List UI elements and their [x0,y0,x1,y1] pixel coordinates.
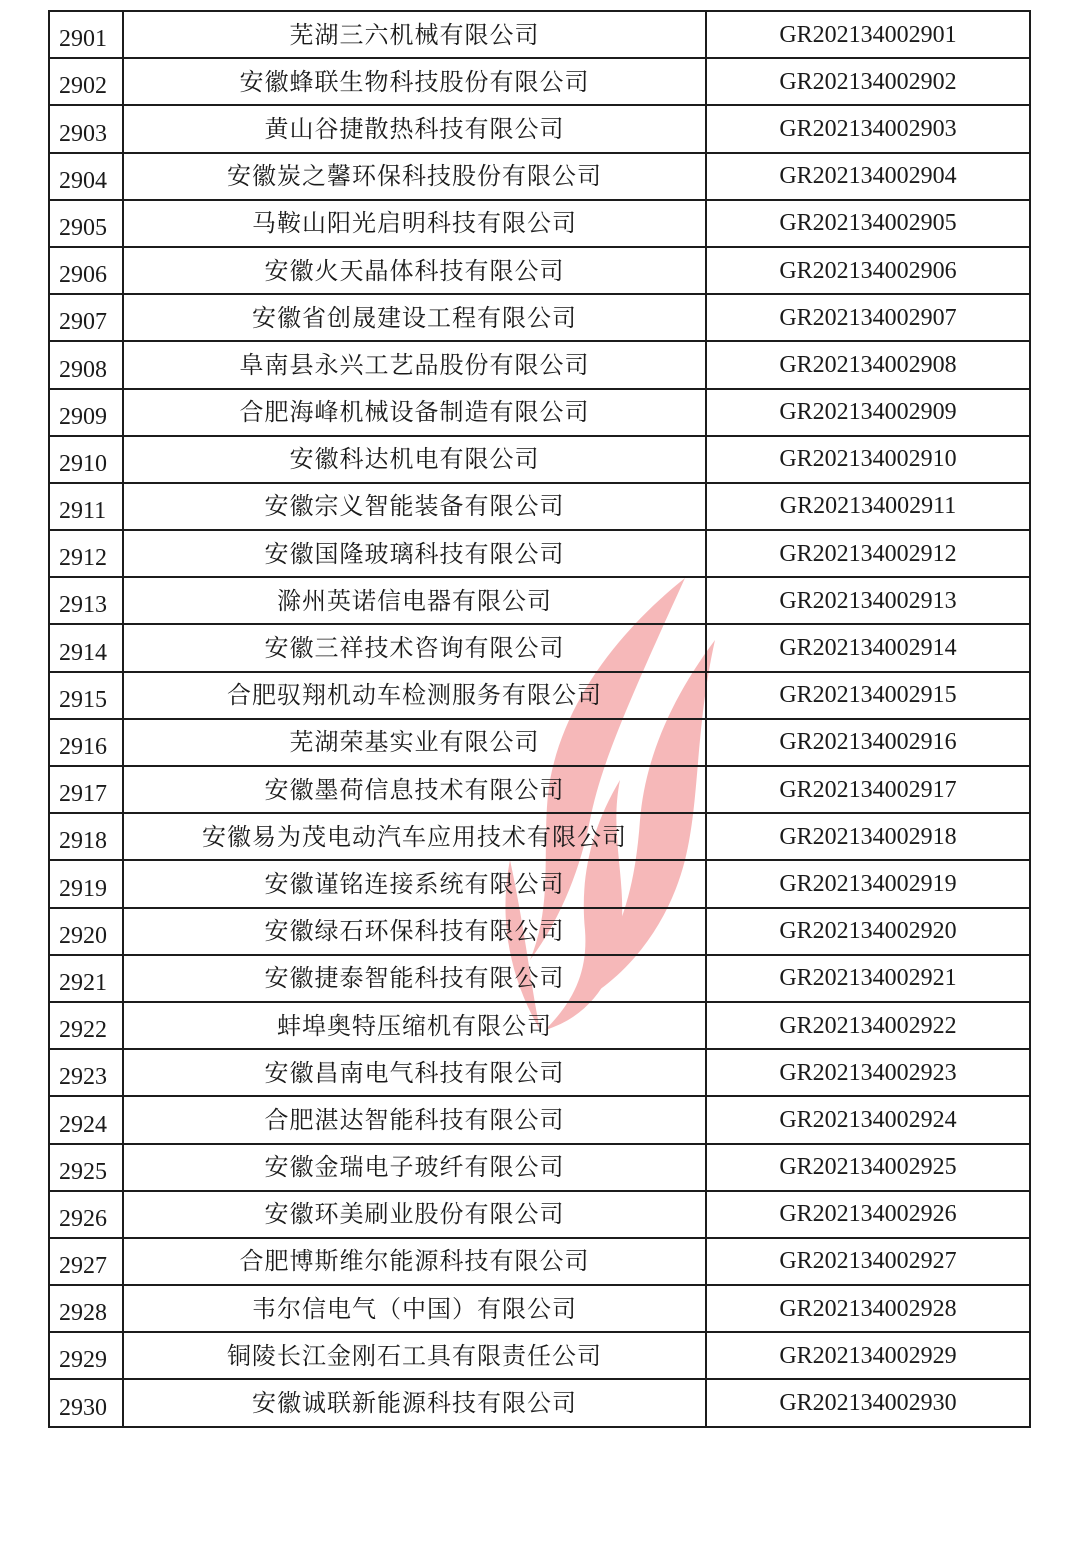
certificate-number-cell: GR202134002920 [706,908,1030,955]
company-name-cell: 安徽宗义智能装备有限公司 [123,483,706,530]
table-row [49,577,1030,624]
certificate-number-cell: GR202134002903 [706,105,1030,152]
certificate-number-cell: GR202134002921 [706,955,1030,1002]
table-row [49,1332,1030,1379]
table-row [49,1379,1030,1426]
row-number-cell: 2922 [49,1002,123,1049]
company-name-cell: 滁州英诺信电器有限公司 [123,577,706,624]
row-number-cell: 2919 [49,860,123,907]
certificate-number-cell: GR202134002918 [706,813,1030,860]
table-row [49,105,1030,152]
table-row [49,530,1030,577]
table-row [49,1238,1030,1285]
row-number-cell: 2912 [49,530,123,577]
certificate-number-cell: GR202134002905 [706,200,1030,247]
certificate-number-cell: GR202134002917 [706,766,1030,813]
row-number-cell: 2929 [49,1332,123,1379]
row-number-cell: 2930 [49,1379,123,1426]
table-row [49,483,1030,530]
company-name-cell: 黄山谷捷散热科技有限公司 [123,105,706,152]
certificate-number-cell: GR202134002925 [706,1144,1030,1191]
table-row [49,58,1030,105]
row-number-cell: 2915 [49,672,123,719]
company-name-cell: 安徽墨荷信息技术有限公司 [123,766,706,813]
certificate-number-cell: GR202134002911 [706,483,1030,530]
table-row [49,11,1030,58]
certificate-number-cell: GR202134002907 [706,294,1030,341]
company-name-cell: 马鞍山阳光启明科技有限公司 [123,200,706,247]
row-number-cell: 2903 [49,105,123,152]
table-row [49,908,1030,955]
certificate-table [48,10,1031,1428]
certificate-number-cell: GR202134002929 [706,1332,1030,1379]
row-number-cell: 2909 [49,389,123,436]
row-number-cell: 2920 [49,908,123,955]
company-name-cell: 合肥湛达智能科技有限公司 [123,1096,706,1143]
table-row [49,1002,1030,1049]
certificate-number-cell: GR202134002902 [706,58,1030,105]
company-name-cell: 安徽火天晶体科技有限公司 [123,247,706,294]
row-number-cell: 2924 [49,1096,123,1143]
table-row [49,294,1030,341]
company-name-cell: 安徽环美刷业股份有限公司 [123,1191,706,1238]
row-number-cell: 2913 [49,577,123,624]
row-number-cell: 2911 [49,483,123,530]
company-name-cell: 安徽捷泰智能科技有限公司 [123,955,706,1002]
company-name-cell: 芜湖三六机械有限公司 [123,11,706,58]
company-name-cell: 安徽三祥技术咨询有限公司 [123,624,706,671]
certificate-number-cell: GR202134002901 [706,11,1030,58]
certificate-number-cell: GR202134002930 [706,1379,1030,1426]
table-row [49,153,1030,200]
certificate-number-cell: GR202134002912 [706,530,1030,577]
company-name-cell: 安徽谨铭连接系统有限公司 [123,860,706,907]
row-number-cell: 2927 [49,1238,123,1285]
row-number-cell: 2926 [49,1191,123,1238]
table-row [49,719,1030,766]
table-row [49,672,1030,719]
table-row [49,1285,1030,1332]
company-name-cell: 安徽诚联新能源科技有限公司 [123,1379,706,1426]
company-name-cell: 安徽国隆玻璃科技有限公司 [123,530,706,577]
company-name-cell: 安徽昌南电气科技有限公司 [123,1049,706,1096]
table-row [49,813,1030,860]
company-name-cell: 安徽易为茂电动汽车应用技术有限公司 [123,813,706,860]
certificate-number-cell: GR202134002914 [706,624,1030,671]
company-name-cell: 合肥海峰机械设备制造有限公司 [123,389,706,436]
company-name-cell: 安徽绿石环保科技有限公司 [123,908,706,955]
row-number-cell: 2905 [49,200,123,247]
table-row [49,1049,1030,1096]
company-name-cell: 安徽蜂联生物科技股份有限公司 [123,58,706,105]
row-number-cell: 2908 [49,341,123,388]
certificate-number-cell: GR202134002915 [706,672,1030,719]
row-number-cell: 2921 [49,955,123,1002]
row-number-cell: 2917 [49,766,123,813]
row-number-cell: 2901 [49,11,123,58]
company-name-cell: 安徽金瑞电子玻纤有限公司 [123,1144,706,1191]
certificate-number-cell: GR202134002927 [706,1238,1030,1285]
company-name-cell: 芜湖荣基实业有限公司 [123,719,706,766]
certificate-number-cell: GR202134002926 [706,1191,1030,1238]
row-number-cell: 2925 [49,1144,123,1191]
certificate-number-cell: GR202134002919 [706,860,1030,907]
table-row [49,247,1030,294]
table-row [49,200,1030,247]
table-row [49,1191,1030,1238]
row-number-cell: 2914 [49,624,123,671]
certificate-number-cell: GR202134002916 [706,719,1030,766]
certificate-number-cell: GR202134002913 [706,577,1030,624]
row-number-cell: 2904 [49,153,123,200]
row-number-cell: 2906 [49,247,123,294]
certificate-number-cell: GR202134002923 [706,1049,1030,1096]
company-name-cell: 合肥驭翔机动车检测服务有限公司 [123,672,706,719]
company-name-cell: 安徽炭之馨环保科技股份有限公司 [123,153,706,200]
certificate-number-cell: GR202134002910 [706,436,1030,483]
row-number-cell: 2907 [49,294,123,341]
certificate-number-cell: GR202134002922 [706,1002,1030,1049]
company-name-cell: 安徽省创晟建设工程有限公司 [123,294,706,341]
row-number-cell: 2916 [49,719,123,766]
table-row [49,1096,1030,1143]
table-row [49,955,1030,1002]
company-name-cell: 韦尔信电气（中国）有限公司 [123,1285,706,1332]
row-number-cell: 2923 [49,1049,123,1096]
company-name-cell: 合肥博斯维尔能源科技有限公司 [123,1238,706,1285]
certificate-table-body [49,11,1030,1427]
certificate-number-cell: GR202134002906 [706,247,1030,294]
certificate-number-cell: GR202134002924 [706,1096,1030,1143]
row-number-cell: 2918 [49,813,123,860]
certificate-number-cell: GR202134002908 [706,341,1030,388]
table-row [49,860,1030,907]
row-number-cell: 2902 [49,58,123,105]
company-name-cell: 蚌埠奥特压缩机有限公司 [123,1002,706,1049]
table-row [49,624,1030,671]
table-row [49,389,1030,436]
row-number-cell: 2910 [49,436,123,483]
certificate-number-cell: GR202134002904 [706,153,1030,200]
table-row [49,766,1030,813]
row-number-cell: 2928 [49,1285,123,1332]
company-name-cell: 阜南县永兴工艺品股份有限公司 [123,341,706,388]
certificate-number-cell: GR202134002909 [706,389,1030,436]
table-row [49,341,1030,388]
table-row [49,1144,1030,1191]
certificate-number-cell: GR202134002928 [706,1285,1030,1332]
company-name-cell: 铜陵长江金刚石工具有限责任公司 [123,1332,706,1379]
table-row [49,436,1030,483]
company-name-cell: 安徽科达机电有限公司 [123,436,706,483]
